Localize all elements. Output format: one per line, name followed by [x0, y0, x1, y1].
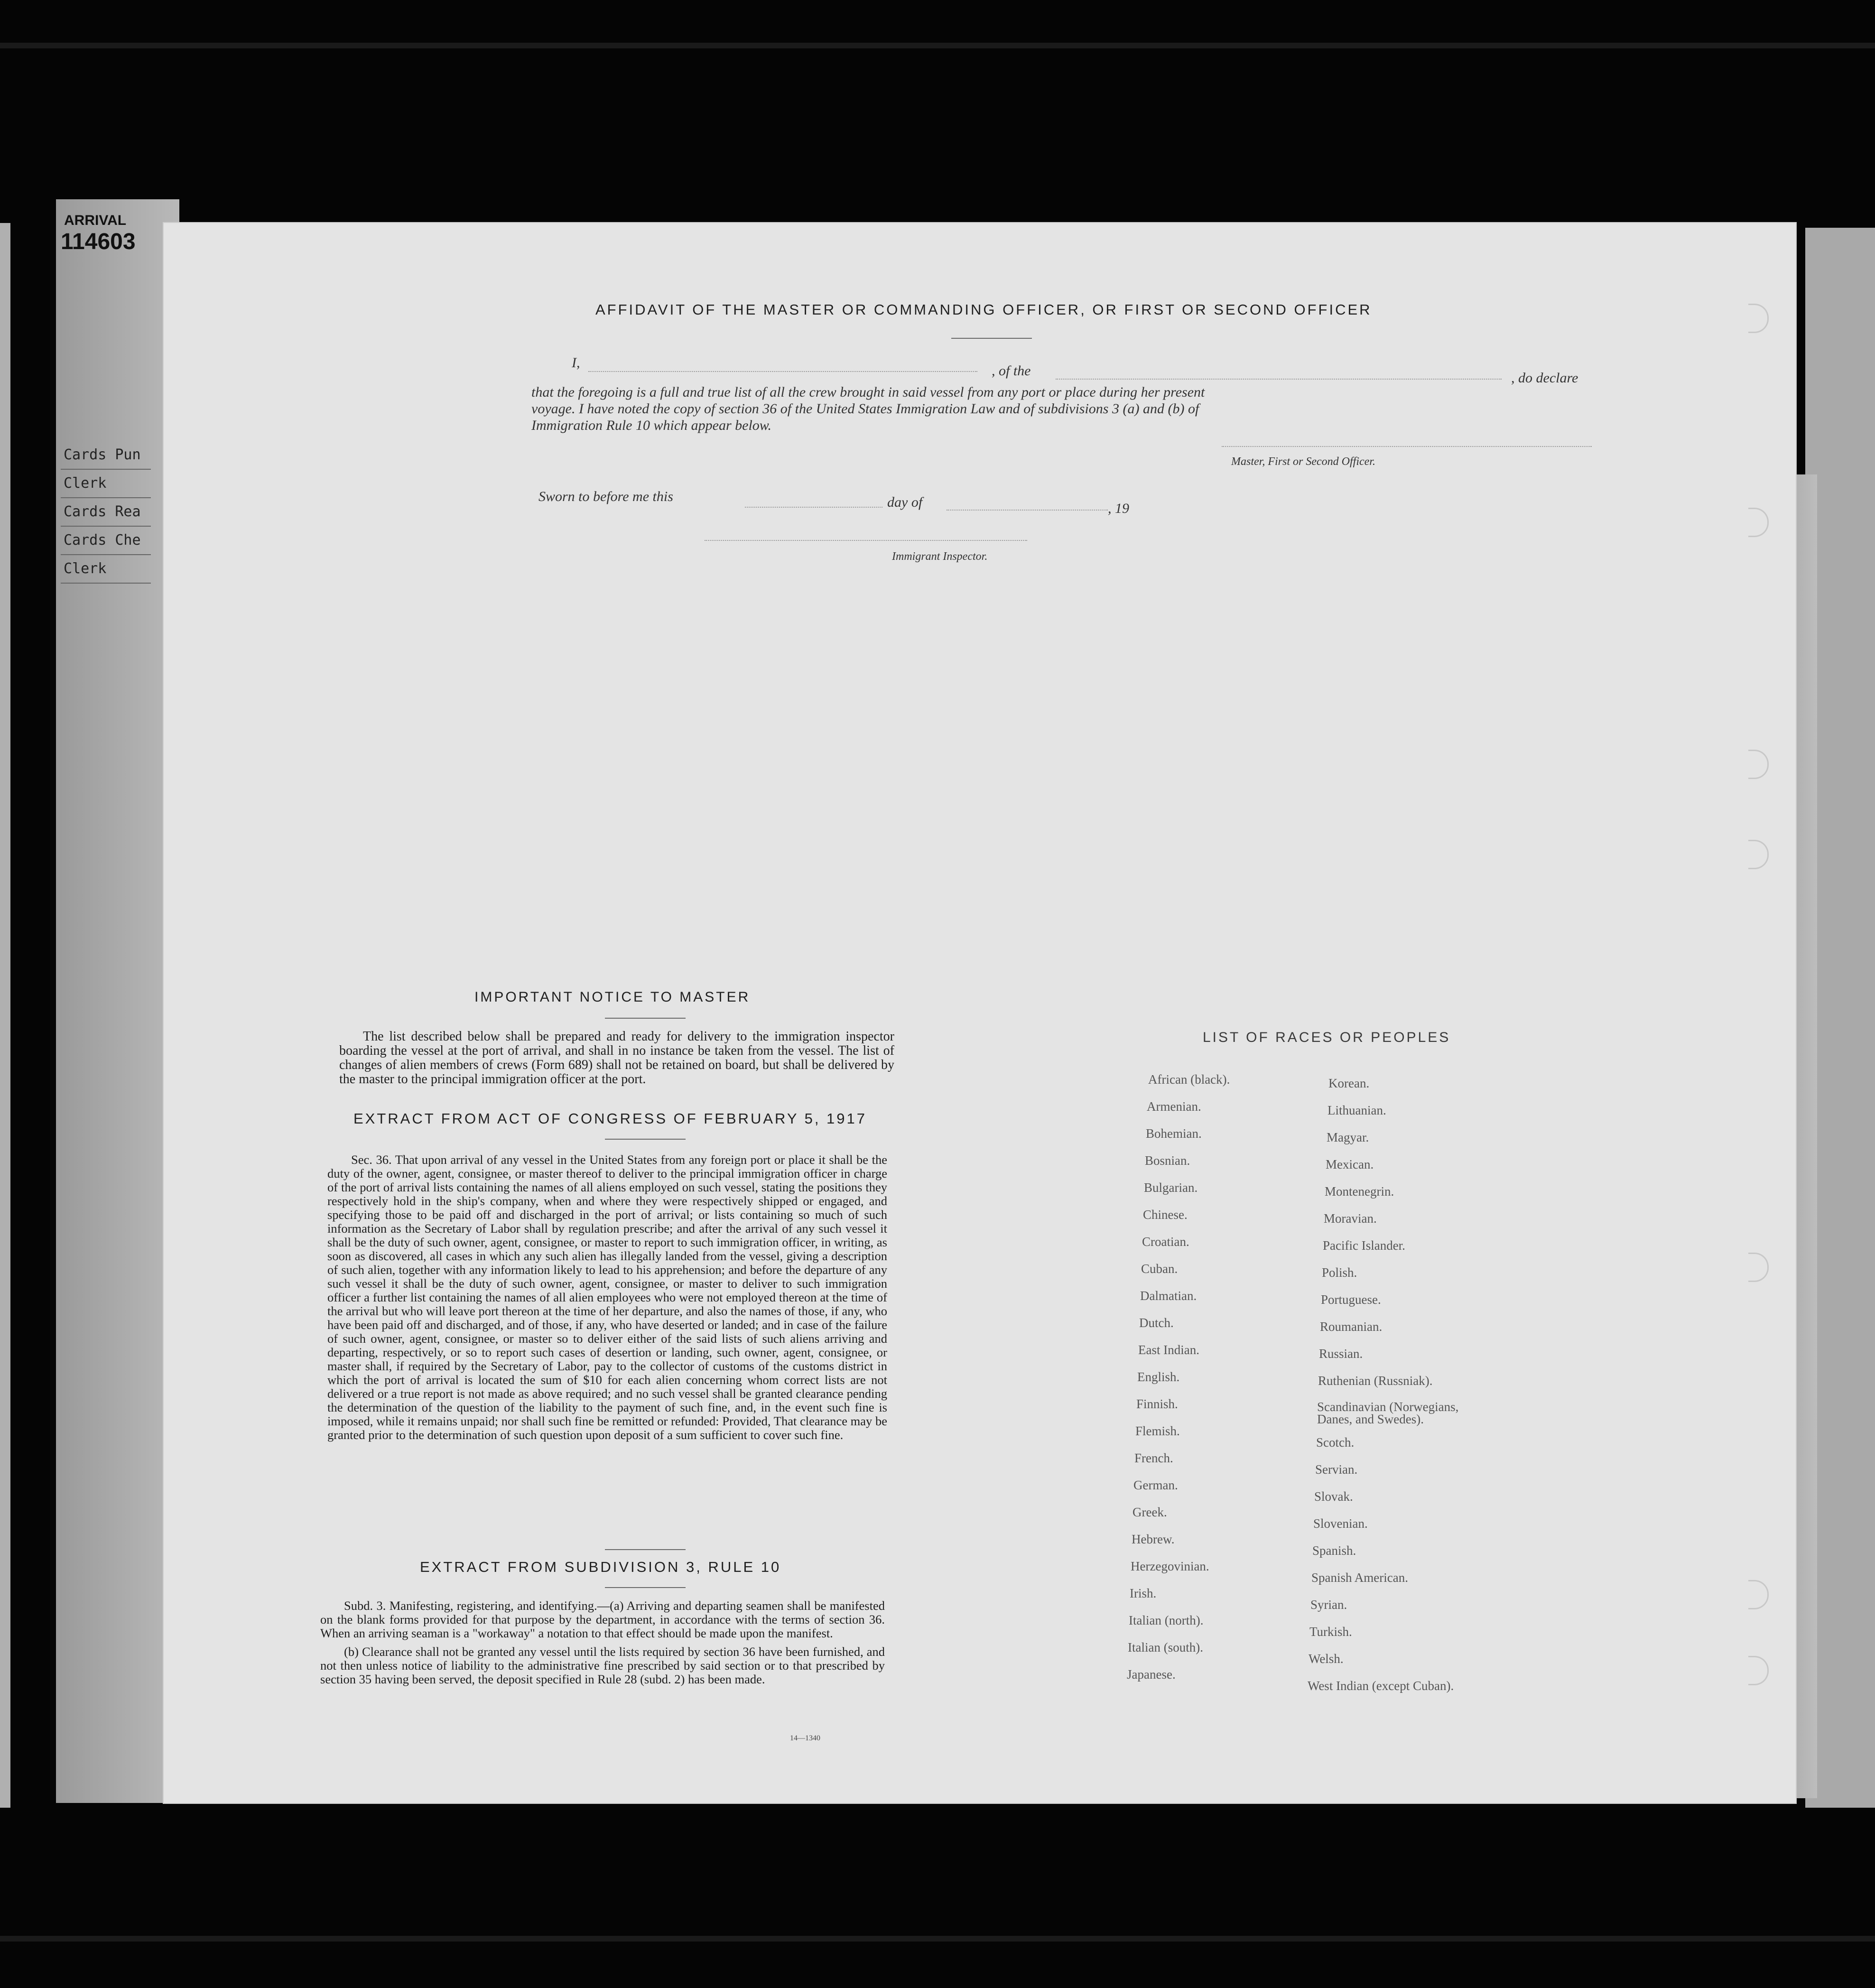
race-item: Japanese.: [1127, 1667, 1176, 1681]
race-item: Syrian.: [1310, 1598, 1347, 1612]
card-line: Cards Rea: [61, 498, 151, 527]
punch-hole: [1748, 1580, 1769, 1609]
race-item: Ruthenian (Russniak).: [1318, 1374, 1433, 1388]
punch-hole: [1748, 750, 1769, 779]
race-item: Herzegovinian.: [1131, 1559, 1209, 1573]
affidavit-line-2: that the foregoing is a full and true list of all the crew brought in said vessel from any port or place during her present: [531, 384, 1205, 400]
race-item: Portuguese.: [1321, 1292, 1381, 1307]
race-item: Italian (north).: [1129, 1613, 1204, 1627]
film-edge-top: [0, 43, 1875, 48]
inspector-signature-blank: [705, 540, 1027, 541]
race-item: African (black).: [1148, 1072, 1230, 1087]
affidavit-i: I,: [572, 355, 580, 371]
year-text: , 19: [1108, 501, 1129, 516]
race-item: German.: [1133, 1478, 1178, 1492]
race-item: Chinese.: [1143, 1208, 1188, 1222]
race-item: Hebrew.: [1132, 1532, 1175, 1546]
race-item: Servian.: [1315, 1462, 1358, 1477]
race-item: Spanish.: [1312, 1543, 1356, 1558]
race-item: Lithuanian.: [1327, 1103, 1386, 1117]
race-item: Montenegrin.: [1325, 1184, 1394, 1198]
affidavit-line-3: voyage. I have noted the copy of section 36 of the United States Immigration Law and of subdivisions 3 (a) and (b) of: [531, 401, 1199, 417]
manifest-back-card: [56, 199, 179, 1803]
affidavit-line-4: Immigration Rule 10 which appear below.: [531, 418, 772, 433]
extract-rule-body: Subd. 3. Manifesting, registering, and identifying.—(a) Arriving and departing seamen shall be manifested on the blank forms provided for that purpose by the department, in accordance with the terms of section 36. When an arriving seaman is a "workaway" a notation to that effect should be made upon the manifest. (b) Clearance shall not be granted any vessel until the lists required by section 36 have been furnished, and not then unless notice of liability to the administrative fine prescribed by said section or to that prescribed by section 35 having been served, the deposit specified in Rule 28 (subd. 2) has been made.: [320, 1598, 885, 1686]
adjacent-frame-left: [0, 223, 10, 1808]
affidavit-title: AFFIDAVIT OF THE MASTER OR COMMANDING OFFICER, OR FIRST OR SECOND OFFICER: [595, 301, 1372, 318]
race-item: Flemish.: [1135, 1424, 1180, 1438]
race-item: Bohemian.: [1146, 1126, 1202, 1141]
punch-hole: [1748, 1656, 1769, 1685]
races-title: LIST OF RACES OR PEOPLES: [1203, 1030, 1451, 1045]
card-line: Clerk: [61, 470, 151, 498]
month-blank: [947, 510, 1108, 511]
race-item: English.: [1137, 1370, 1180, 1384]
race-item: Scandinavian (Norwegians, Danes, and Swedes).: [1317, 1400, 1459, 1426]
race-item: Armenian.: [1147, 1099, 1201, 1114]
race-item: Spanish American.: [1311, 1570, 1408, 1585]
punch-hole: [1748, 840, 1769, 869]
race-item: Italian (south).: [1128, 1640, 1203, 1654]
race-item: Bulgarian.: [1144, 1180, 1198, 1195]
race-item: Finnish.: [1136, 1397, 1178, 1411]
master-signature-caption: Master, First or Second Officer.: [1231, 455, 1375, 468]
arrival-label: ARRIVAL: [64, 213, 127, 228]
punch-hole: [1748, 304, 1769, 333]
race-item: Korean.: [1328, 1076, 1370, 1090]
notice-body: The list described below shall be prepared and ready for delivery to the immigration inspector boarding the vessel at the port of arrival, and shall in no instance be taken from the vessel. The list of changes of alien members of crews (Form 689) shall not be retained on board, but shall be delivered by the master to the principal immigration officer at the port.: [339, 1029, 894, 1087]
race-item: Greek.: [1132, 1505, 1167, 1519]
sworn-text: Sworn to before me this: [538, 489, 673, 504]
race-item: West Indian (except Cuban).: [1308, 1679, 1454, 1693]
vessel-blank: [1056, 379, 1502, 380]
extract-act-rule: [605, 1139, 686, 1140]
film-edge-bottom: [0, 1936, 1875, 1942]
master-signature-blank: [1222, 446, 1592, 447]
extract-act-body: Sec. 36. That upon arrival of any vessel in the United States from any foreign port or place it shall be the duty of the owner, agent, consignee, or master thereof to deliver to the principal immigration officer in charge of the port of arrival lists containing the names of all aliens employed on such vessel, stating the positions they respectively hold in the ship's company, when and where they were respectively shipped or engaged, and specifying those to be paid off and discharged in the port of arrival; or lists containing so much of such information as the Secretary of Labor shall by regulation prescribe; and after the arrival of any such vessel it shall be the duty of such owner, agent, consignee, or master to report to such immigration officer, in writing, as soon as discovered, all cases in which any such alien has illegally landed from the vessel, giving a description of such alien, together with any information likely to lead to his apprehension; and before the departure of any such vessel it shall be the duty of such owner, agent, consignee, or master to deliver to such immigration officer a further list containing the names of all alien employees who were not employed thereon at the time of the arrival but who will leave port thereon at the time of her departure, and also the names of those, if any, who have been paid off and discharged, and of those, if any, who have deserted or landed; and in case of the failure of such owner, agent, consignee, or master so to deliver either of the said lists of such aliens arriving and departing, respectively, or so to report such cases of desertion or landing, such owner, agent, consignee, or master shall, if required by the Secretary of Labor, pay to the collector of customs of the customs district in which the port of arrival is located the sum of $10 for each alien concerning whom correct lists are not delivered or a true report is not made as above required; and no such vessel shall be granted clearance pending the determination of the question of the liability to the payment of such fine, and, in the event such fine is imposed, while it remains unpaid; nor shall such fine be remitted or refunded: Provided, That clearance may be granted prior to the determination of such question upon deposit of a sum sufficient to cover such fine.: [327, 1152, 887, 1442]
race-item: Dalmatian.: [1140, 1289, 1197, 1303]
punch-hole: [1748, 1253, 1769, 1282]
form-number: 14—1340: [790, 1734, 820, 1742]
arrival-number: 114603: [61, 229, 136, 254]
race-item: Turkish.: [1309, 1625, 1352, 1639]
day-blank: [745, 507, 882, 508]
race-item: Pacific Islander.: [1323, 1238, 1405, 1253]
affidavit-page: [164, 223, 1796, 1803]
race-item: Cuban.: [1141, 1262, 1178, 1276]
race-item: Bosnian.: [1145, 1153, 1190, 1168]
notice-title: IMPORTANT NOTICE TO MASTER: [474, 989, 751, 1005]
extract-rule-title: EXTRACT FROM SUBDIVISION 3, RULE 10: [420, 1559, 781, 1575]
race-item: Russian.: [1319, 1347, 1363, 1361]
card-line: Cards Che: [61, 527, 151, 555]
race-item: French.: [1134, 1451, 1173, 1465]
race-item: Welsh.: [1309, 1652, 1344, 1666]
race-item: Roumanian.: [1320, 1319, 1383, 1334]
race-item: Dutch.: [1139, 1316, 1174, 1330]
race-item: Scotch.: [1316, 1435, 1355, 1449]
race-item: Magyar.: [1327, 1130, 1369, 1144]
card-line: Cards Pun: [61, 441, 151, 470]
race-item: Slovenian.: [1313, 1516, 1368, 1531]
card-line: Clerk: [61, 555, 151, 584]
race-item: Mexican.: [1326, 1157, 1374, 1171]
race-item: Moravian.: [1324, 1211, 1377, 1226]
affidavit-do-declare: , do declare: [1511, 370, 1578, 386]
race-item: Polish.: [1322, 1265, 1357, 1280]
race-item: Slovak.: [1314, 1489, 1353, 1504]
extract-rule-rule: [605, 1587, 686, 1588]
race-item: Croatian.: [1142, 1235, 1189, 1249]
title-rule: [951, 338, 1032, 339]
inspector-signature-caption: Immigrant Inspector.: [892, 550, 988, 563]
race-item: East Indian.: [1138, 1343, 1199, 1357]
extract-rule-top-rule: [605, 1549, 686, 1550]
affidavit-of-the: , of the: [992, 363, 1031, 379]
name-blank: [588, 371, 977, 372]
extract-act-title: EXTRACT FROM ACT OF CONGRESS OF FEBRUARY 5, 1917: [353, 1110, 867, 1127]
card-stamp-lines: [61, 441, 151, 584]
notice-rule: [605, 1018, 686, 1019]
race-item: Irish.: [1130, 1586, 1157, 1600]
punch-hole: [1748, 508, 1769, 537]
day-of-text: day of: [887, 494, 923, 510]
